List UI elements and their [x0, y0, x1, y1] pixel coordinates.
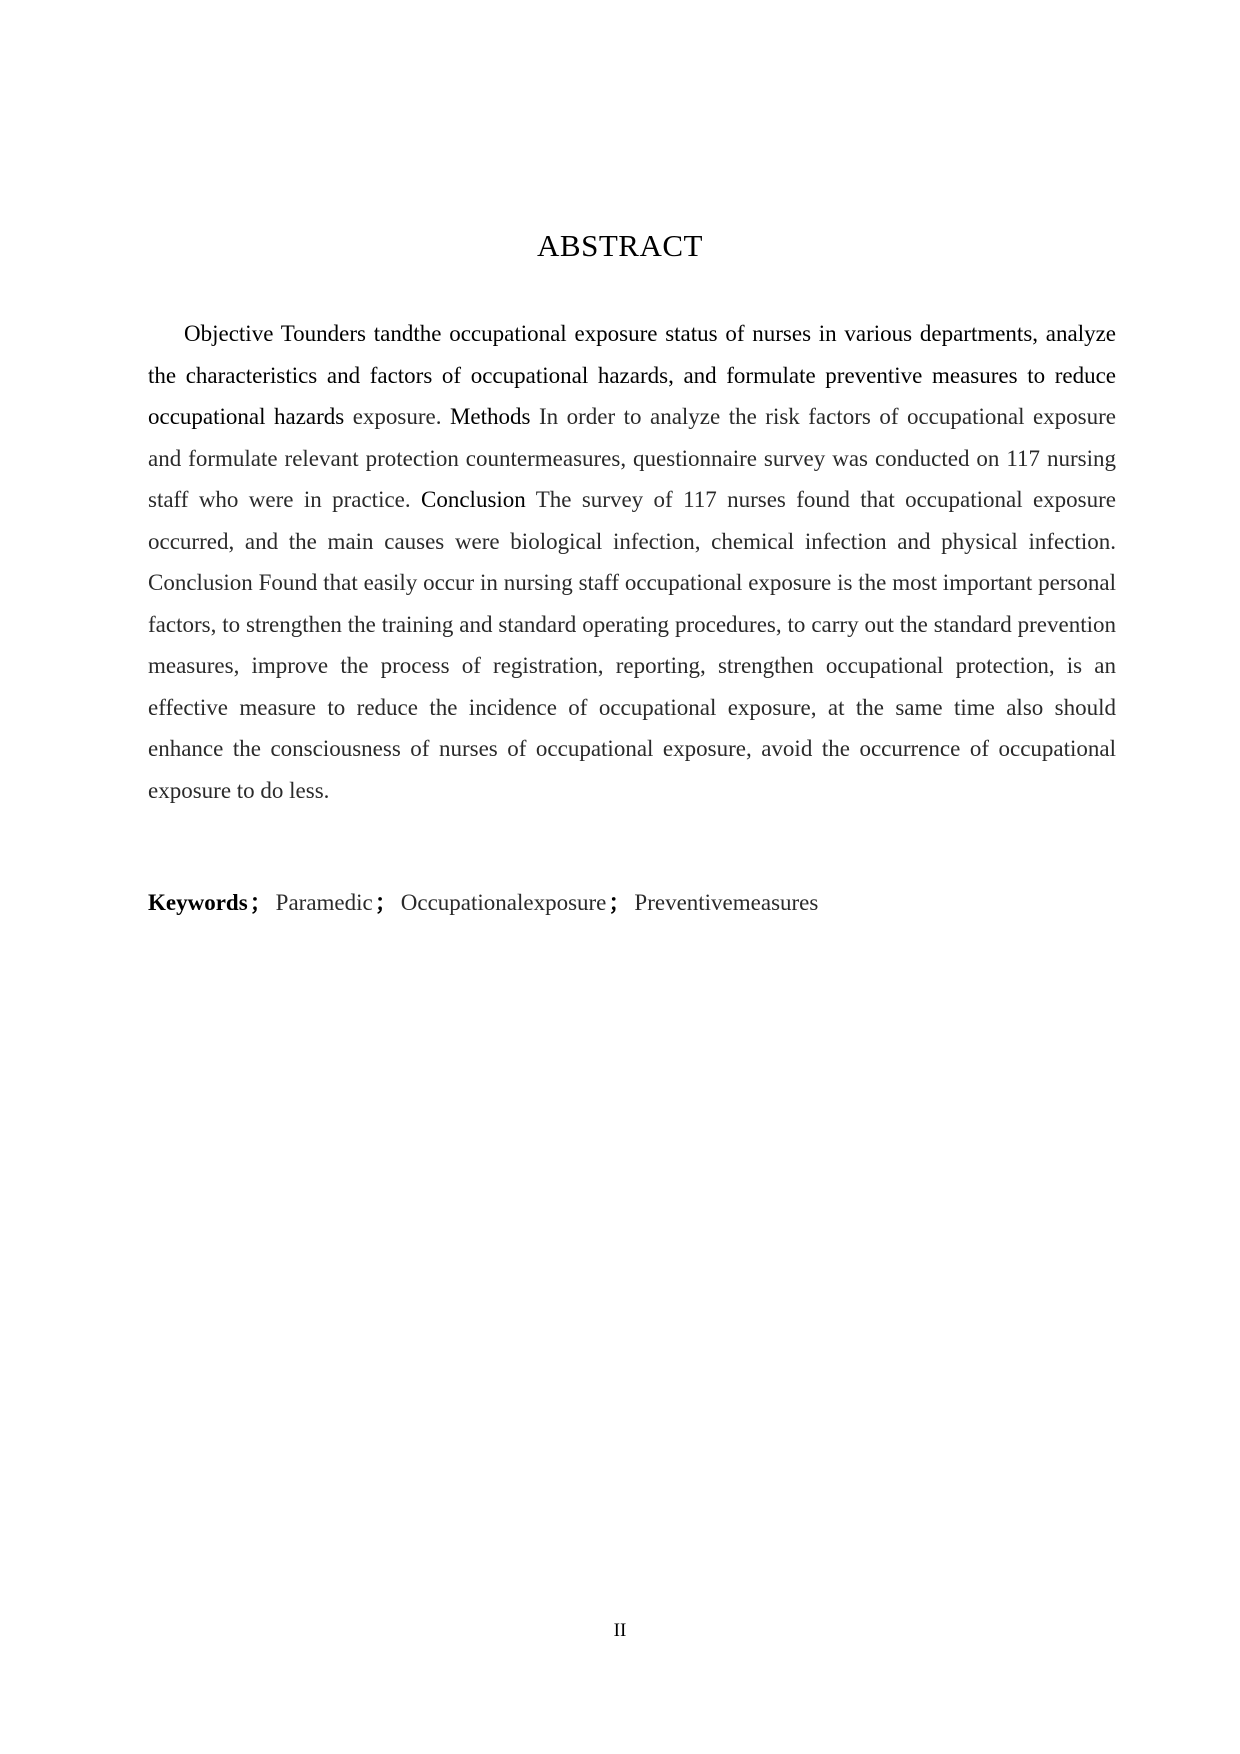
abstract-objective-text: Objective Tounders tandthe occupational exposure status of nurses in various departments, analyze the characteristics and factors of occupational hazards, and formulate preventive measures to reduce occupational hazards [148, 321, 1116, 429]
abstract-methods-text: In order to analyze the risk factors of occupational exposure and formulate relevant protection countermeasures, questionnaire survey was conducted on 117 nursing staff who were in practice. [148, 404, 1116, 512]
keywords-label: Keywords [148, 890, 248, 915]
abstract-conclusion-label: Conclusion [421, 487, 526, 512]
keywords-separator: ； [608, 890, 632, 915]
keyword-item: Occupationalexposure [400, 890, 607, 915]
abstract-body [148, 313, 1116, 811]
abstract-conclusion-text: The survey of 117 nurses found that occupational exposure occurred, and the main causes were biological infection, chemical infection and physical infection. Conclusion Found that easily occur in nursing staff occupational exposure is the most important personal factors, to strengthen the training and standard operating procedures, to carry out the standard prevention measures, improve the process of registration, reporting, strengthen occupational protection, is an effective measure to reduce the incidence of occupational exposure, at the same time also should enhance the consciousness of nurses of occupational exposure, avoid the occurrence of occupational exposure to do less. [148, 487, 1116, 803]
keywords-separator: ； [374, 890, 398, 915]
keyword-item: Preventivemeasures [634, 890, 819, 915]
keyword-item: Paramedic [275, 890, 373, 915]
abstract-title: ABSTRACT [537, 228, 703, 263]
abstract-methods-label: Methods [449, 404, 531, 429]
keywords-separator: ； [249, 890, 273, 915]
keywords-line [148, 886, 1116, 920]
page-number: II [613, 1620, 627, 1641]
abstract-text-segment: exposure. [344, 404, 450, 429]
